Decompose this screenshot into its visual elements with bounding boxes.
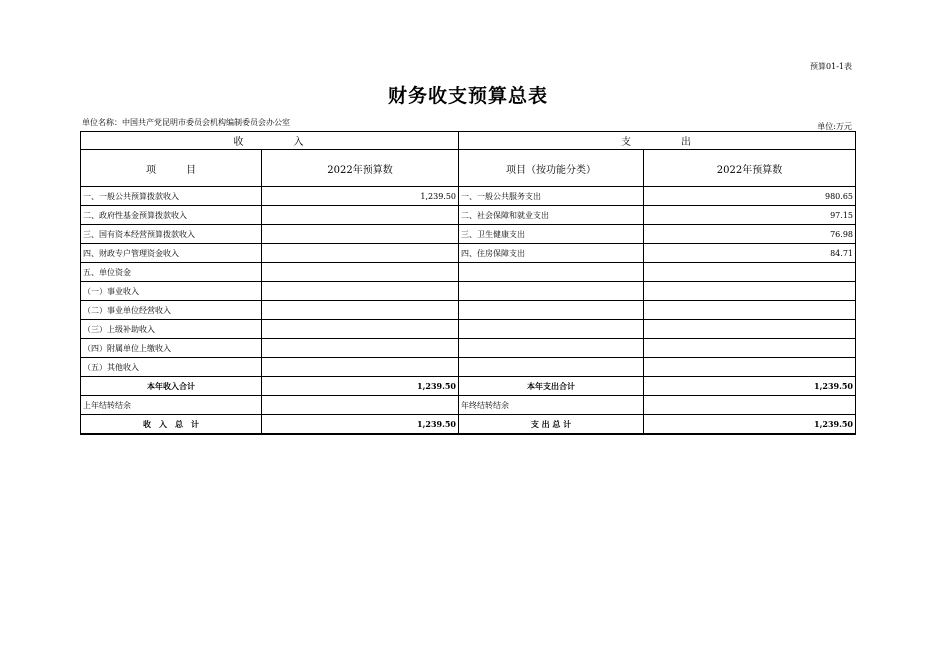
expense-amount-header: 2022年预算数	[644, 150, 856, 187]
income-amount-cell	[262, 301, 459, 320]
table-row	[81, 339, 856, 358]
income-item-cell: 三、国有资本经营预算拨款收入	[81, 225, 262, 244]
expense-amount-cell: 84.71	[644, 244, 856, 263]
income-grand-total-label: 收 入 总 计	[81, 415, 262, 435]
expense-amount-cell	[644, 301, 856, 320]
income-item-cell: 四、财政专户管理资金收入	[81, 244, 262, 263]
income-grand-total: 1,239.50	[262, 415, 459, 435]
income-amount-cell	[262, 244, 459, 263]
table-row	[81, 225, 856, 244]
year-expense-total-label: 本年支出合计	[459, 377, 644, 396]
table-row	[81, 301, 856, 320]
expense-amount-cell: 76.98	[644, 225, 856, 244]
expense-section-header: 支 出	[459, 132, 856, 150]
grand-total-row	[81, 415, 856, 435]
income-item-cell: （四）附属单位上缴收入	[81, 339, 262, 358]
page-title: 财务收支预算总表	[387, 85, 548, 107]
expense-item-cell: 一、一般公共服务支出	[459, 187, 644, 206]
income-item-cell: （二）事业单位经营收入	[81, 301, 262, 320]
expense-item-cell	[459, 339, 644, 358]
income-item-cell: 一、一般公共预算拨款收入	[81, 187, 262, 206]
expense-amount-cell	[644, 282, 856, 301]
expense-amount-cell: 97.15	[644, 206, 856, 225]
balance-row	[81, 396, 856, 415]
income-amount-cell	[262, 358, 459, 377]
income-item-cell: （一）事业收入	[81, 282, 262, 301]
prev-balance-label: 上年结转结余	[81, 396, 262, 415]
expense-item-cell	[459, 358, 644, 377]
income-item-cell: （五）其他收入	[81, 358, 262, 377]
income-amount-cell	[262, 263, 459, 282]
income-amount-cell	[262, 282, 459, 301]
table-row	[81, 282, 856, 301]
expense-item-cell: 三、卫生健康支出	[459, 225, 644, 244]
table-row	[81, 320, 856, 339]
prev-balance	[262, 396, 459, 415]
income-amount-cell	[262, 320, 459, 339]
income-item-cell: （三）上级补助收入	[81, 320, 262, 339]
table-row	[81, 244, 856, 263]
expense-amount-cell: 980.65	[644, 187, 856, 206]
column-header-row	[81, 150, 856, 187]
expense-item-cell	[459, 301, 644, 320]
table-row	[81, 187, 856, 206]
expense-amount-cell	[644, 263, 856, 282]
year-income-total: 1,239.50	[262, 377, 459, 396]
income-item-cell: 二、政府性基金预算拨款收入	[81, 206, 262, 225]
expense-item-cell: 四、住房保障支出	[459, 244, 644, 263]
end-balance-label: 年终结转结余	[459, 396, 644, 415]
expense-amount-cell	[644, 358, 856, 377]
income-amount-cell	[262, 339, 459, 358]
income-amount-header: 2022年预算数	[262, 150, 459, 187]
expense-item-cell	[459, 282, 644, 301]
end-balance	[644, 396, 856, 415]
expense-amount-cell	[644, 339, 856, 358]
form-code: 预算01-1表	[810, 62, 852, 71]
section-header-row	[81, 132, 856, 150]
table-row	[81, 263, 856, 282]
expense-grand-total: 1,239.50	[644, 415, 856, 435]
income-amount-cell	[262, 225, 459, 244]
year-total-row	[81, 377, 856, 396]
year-expense-total: 1,239.50	[644, 377, 856, 396]
income-item-header: 项 目	[81, 150, 262, 187]
income-amount-cell: 1,239.50	[262, 187, 459, 206]
income-item-cell: 五、单位资金	[81, 263, 262, 282]
income-section-header: 收 入	[81, 132, 459, 150]
unit-name: 单位名称：中国共产党昆明市委员会机构编制委员会办公室	[82, 118, 290, 127]
expense-amount-cell	[644, 320, 856, 339]
expense-item-cell	[459, 320, 644, 339]
expense-item-cell	[459, 263, 644, 282]
budget-table	[80, 131, 856, 435]
expense-grand-total-label: 支 出 总 计	[459, 415, 644, 435]
year-income-total-label: 本年收入合计	[81, 377, 262, 396]
currency-unit: 单位:万元	[817, 122, 852, 131]
table-row	[81, 206, 856, 225]
table-row	[81, 358, 856, 377]
income-amount-cell	[262, 206, 459, 225]
expense-item-cell: 二、社会保障和就业支出	[459, 206, 644, 225]
expense-item-header: 项目（按功能分类）	[459, 150, 644, 187]
